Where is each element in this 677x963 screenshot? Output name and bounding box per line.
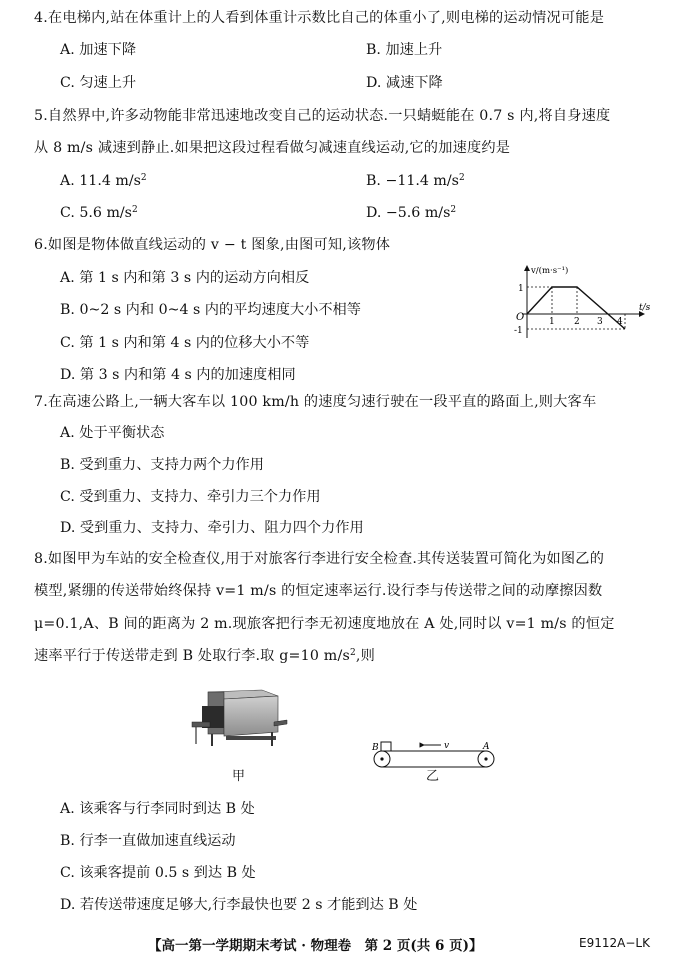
vt-graph bbox=[502, 262, 654, 342]
q4-stem: 4.在电梯内,站在体重计上的人看到体重计示数比自己的体重小了,则电梯的运动情况可能是 bbox=[34, 10, 605, 26]
vt-xtick-3: 3 bbox=[597, 317, 603, 327]
label-v: v bbox=[444, 741, 450, 751]
q7-option-c: C. 受到重力、支持力、牵引力三个力作用 bbox=[60, 489, 321, 505]
q5-stem-line2: 从 8 m/s 减速到静止.如果把这段过程看做匀减速直线运动,它的加速度约是 bbox=[34, 140, 511, 156]
conveyor-figure bbox=[368, 732, 500, 772]
vt-xtick-2: 2 bbox=[574, 317, 580, 327]
figure-yi-caption: 乙 bbox=[426, 769, 440, 784]
q4-option-b: B. 加速上升 bbox=[366, 42, 443, 58]
q5-option-c: C. 5.6 $m/s^2$ bbox=[60, 205, 138, 221]
q6-option-d: D. 第 3 s 内和第 4 s 内的加速度相同 bbox=[60, 367, 296, 383]
vt-ylabel: v/(m·s⁻¹) bbox=[531, 266, 569, 276]
vt-xlabel: t/s bbox=[639, 303, 651, 313]
q5-option-b: B. −11.4 $m/s^2$ bbox=[366, 173, 465, 189]
q7-stem: 7.在高速公路上,一辆大客车以 100 km/h 的速度匀速行驶在一段平直的路面上,则大客车 bbox=[34, 394, 597, 410]
vt-ytick-pos: 1 bbox=[518, 284, 524, 294]
q7-option-d: D. 受到重力、支持力、牵引力、阻力四个力作用 bbox=[60, 520, 364, 536]
q6-option-a: A. 第 1 s 内和第 3 s 内的运动方向相反 bbox=[60, 270, 310, 286]
luggage-box bbox=[381, 742, 391, 751]
q7-option-b: B. 受到重力、支持力两个力作用 bbox=[60, 457, 264, 473]
vt-xtick-4: 4 bbox=[617, 317, 623, 327]
page-footer: 【高一第一学期期末考试 · 物理卷 第 2 页(共 6 页)】 bbox=[148, 938, 483, 954]
label-b: B bbox=[372, 743, 379, 753]
q8-stem-line1: 8.如图甲为车站的安全检查仪,用于对旅客行李进行安全检查.其传送装置可简化为如图乙的 bbox=[34, 551, 605, 567]
q7-option-a: A. 处于平衡状态 bbox=[60, 425, 165, 441]
q8-option-a: A. 该乘客与行李同时到达 B 处 bbox=[60, 801, 255, 817]
paper-code: E9112A−LK bbox=[579, 936, 650, 950]
q4-option-d: D. 减速下降 bbox=[366, 75, 443, 91]
label-a: A bbox=[483, 742, 490, 752]
q8-option-b: B. 行李一直做加速直线运动 bbox=[60, 833, 236, 849]
q6-stem: 6.如图是物体做直线运动的 v − t 图象,由图可知,该物体 bbox=[34, 237, 391, 253]
q6-option-c: C. 第 1 s 内和第 4 s 内的位移大小不等 bbox=[60, 335, 310, 351]
security-scanner-figure bbox=[188, 682, 288, 752]
vt-xtick-1: 1 bbox=[549, 317, 555, 327]
q6-option-b: B. 0~2 s 内和 0~4 s 内的平均速度大小不相等 bbox=[60, 302, 361, 318]
vt-ytick-neg: -1 bbox=[514, 326, 523, 336]
figure-jia-caption: 甲 bbox=[232, 769, 246, 784]
q8-option-d: D. 若传送带速度足够大,行李最快也要 2 s 才能到达 B 处 bbox=[60, 897, 418, 913]
q8-stem-line2: 模型,紧绷的传送带始终保持 v=1 m/s 的恒定速率运行.设行李与传送带之间的动摩擦因数 bbox=[34, 583, 603, 599]
q8-option-c: C. 该乘客提前 0.5 s 到达 B 处 bbox=[60, 865, 256, 881]
q8-stem-line3: μ=0.1,A、B 间的距离为 2 m.现旅客把行李无初速度地放在 A 处,同时以 v=1 m/s 的恒定 bbox=[34, 616, 615, 632]
q5-option-d: D. −5.6 $m/s^2$ bbox=[366, 205, 457, 221]
q8-stem-line4: 速率平行于传送带走到 B 处取行李.取 g=10 $m/s^2$,则 bbox=[34, 648, 375, 664]
q5-option-a: A. 11.4 $m/s^2$ bbox=[60, 173, 147, 189]
vt-origin: O bbox=[516, 312, 525, 323]
q4-option-a: A. 加速下降 bbox=[60, 42, 137, 58]
q4-option-c: C. 匀速上升 bbox=[60, 75, 137, 91]
q5-stem-line1: 5.自然界中,许多动物能非常迅速地改变自己的运动状态.一只蜻蜓能在 0.7 s 内,将自身速度 bbox=[34, 108, 611, 124]
